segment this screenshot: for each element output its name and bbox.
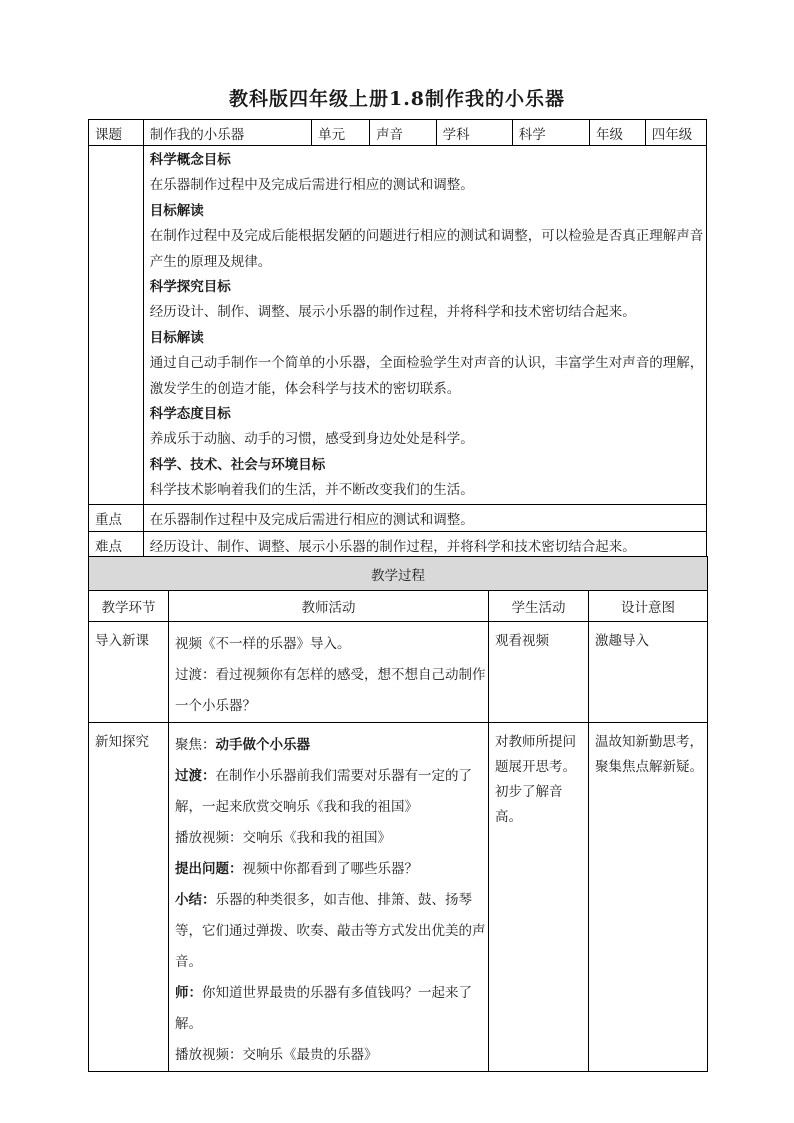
goal-text: 科学技术影响着我们的生活，并不断改变我们的生活。 (149, 482, 474, 499)
goal-text: 在乐器制作过程中及完成后需进行相应的测试和调整。 (149, 177, 474, 194)
subject-value: 科学 (512, 120, 589, 146)
intent-cell: 激趣导入 (589, 622, 708, 723)
difficulty-row (89, 531, 707, 558)
teacher-line: 播放视频：交响乐《我和我的祖国》 (175, 830, 391, 846)
teacher-line: 视频《不一样的乐器》导入。 (175, 636, 351, 652)
stage-cell: 导入新课 (89, 622, 169, 723)
intent-line: 温故知新勤思考，聚集焦点解新疑。 (595, 734, 703, 775)
goal-heading: 科学概念目标 (149, 152, 231, 168)
lesson-info-table (88, 119, 707, 559)
header-teacher: 教师活动 (169, 591, 489, 622)
goal-text: 养成乐于动脑、动手的习惯，感受到身边处处是科学。 (149, 431, 474, 448)
goal-text: 通过自己动手制作一个简单的小乐器，全面检验学生对声音的认识，丰富学生对声音的理解，激发学生的创造才能，体会科学与技术的密切联系。 (149, 355, 704, 397)
header-stage: 教学环节 (89, 591, 169, 622)
subject-label: 学科 (436, 120, 512, 146)
student-cell (489, 723, 589, 1072)
grade-value: 四年级 (645, 120, 706, 146)
header-student: 学生活动 (489, 591, 589, 622)
goal-heading: 科学态度目标 (149, 406, 231, 423)
student-line: 对教师所提问题展开思考。 (495, 734, 576, 775)
teacher-line: 过渡：看过视频你有怎样的感受，想不想自己动制作一个小乐器？ (175, 667, 486, 714)
goal-text: 在制作过程中及完成后能根据发陋的问题进行相应的测试和调整，可以检验是否真正理解声音产生的原理及规律。 (149, 228, 704, 270)
teacher-cell (169, 723, 489, 1072)
key-point-row (89, 504, 707, 531)
teacher-line: 师：你知道世界最贵的乐器有多值钱吗？一起来了解。 (175, 985, 472, 1032)
teacher-line: 提出问题：视频中你都看到了哪些乐器？ (175, 861, 418, 877)
student-line: 初步了解音高。 (495, 784, 563, 825)
header-intent: 设计意图 (589, 591, 708, 622)
goal-heading: 目标解读 (149, 329, 204, 346)
goal-heading: 科学、技术、社会与环境目标 (149, 456, 326, 473)
key-point-label: 重点 (89, 504, 144, 531)
topic-value: 制作我的小乐器 (143, 120, 311, 146)
unit-value: 声音 (370, 120, 437, 146)
teacher-line: 过渡：在制作小乐器前我们需要对乐器有一定的了解，一起来欣赏交响乐《我和我的祖国》 (175, 768, 472, 815)
table-row (89, 622, 708, 723)
student-cell: 观看视频 (489, 622, 589, 723)
teacher-line: 小结：乐器的种类很多，如吉他、排箫、鼓、扬琴等，它们通过弹拨、吹奏、敲击等方式发出优美的声音。 (175, 892, 486, 970)
process-header-row (89, 591, 708, 622)
difficulty-text: 经历设计、制作、调整、展示小乐器的制作过程，并将科学和技术密切结合起来。 (143, 531, 706, 558)
teaching-process-table (88, 556, 708, 1072)
goal-heading: 科学探究目标 (149, 279, 231, 296)
key-point-text: 在乐器制作过程中及完成后需进行相应的测试和调整。 (143, 504, 706, 531)
page-title: 教科版四年级上册1.8制作我的小乐器 (228, 88, 566, 110)
intent-cell (589, 723, 708, 1072)
goals-row (89, 146, 707, 505)
topic-label: 课题 (89, 120, 144, 146)
goal-heading: 目标解读 (149, 202, 204, 219)
difficulty-label: 难点 (89, 531, 144, 558)
teacher-line: 播放视频：交响乐《最贵的乐器》 (175, 1047, 378, 1063)
process-band: 教学过程 (89, 557, 708, 591)
process-band-row (89, 557, 708, 591)
info-row (89, 120, 707, 146)
grade-label: 年级 (590, 120, 646, 146)
unit-label: 单元 (312, 120, 370, 146)
stage-cell: 新知探究 (89, 723, 169, 1072)
teacher-cell (169, 622, 489, 723)
table-row (89, 723, 708, 1072)
goal-text: 经历设计、制作、调整、展示小乐器的制作过程，并将科学和技术密切结合起来。 (149, 304, 636, 321)
teacher-line: 聚焦：动手做个小乐器 (175, 737, 310, 753)
goals-cell (143, 146, 706, 505)
goals-label-cell (89, 146, 144, 505)
